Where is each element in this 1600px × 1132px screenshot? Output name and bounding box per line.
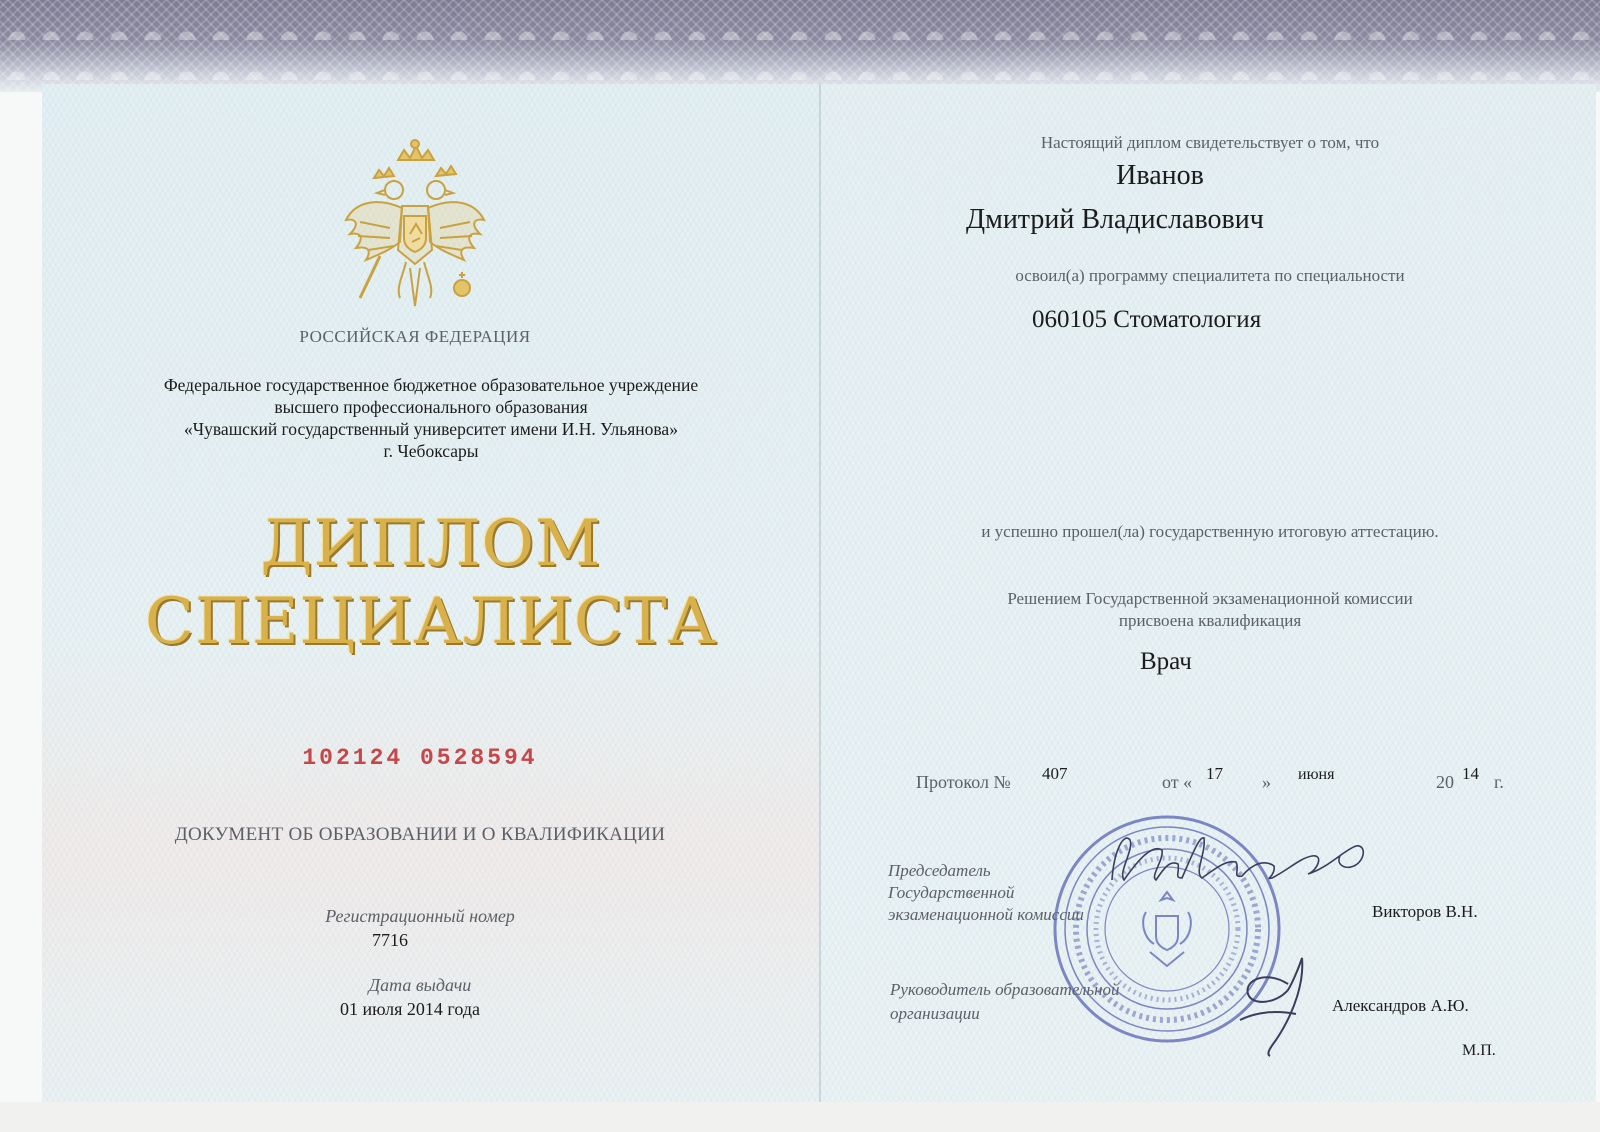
chairman-label-block	[888, 860, 1084, 926]
issue-date: 01 июля 2014 года	[340, 999, 480, 1019]
graduate-surname: Иванов	[1116, 160, 1204, 191]
head-label-line-1: Руководитель образовательной	[890, 980, 1120, 999]
protocol-from-label: от «	[1162, 772, 1193, 792]
seal-place-label: М.П.	[1462, 1042, 1496, 1059]
decision-line-1: Решением Государственной экзаменационной комиссии	[1007, 589, 1413, 608]
protocol-month: июня	[1298, 766, 1335, 783]
guilloche-band	[0, 0, 1600, 92]
institution-line-1: Федеральное государственное бюджетное образовательное учреждение	[163, 375, 699, 395]
graduate-given-names: Дмитрий Владиславович	[966, 204, 1264, 235]
protocol-label: Протокол №	[916, 772, 1011, 792]
intro-text: Настоящий диплом свидетельствует о том, что	[1040, 133, 1380, 152]
decision-block	[930, 588, 1490, 632]
attestation-text: и успешно прошел(ла) государственную итоговую аттестацию.	[981, 522, 1439, 541]
document-type: ДОКУМЕНТ ОБ ОБРАЗОВАНИИ И О КВАЛИФИКАЦИИ	[174, 824, 666, 845]
institution-block	[42, 374, 820, 462]
head-label-block	[890, 978, 1120, 1026]
protocol-year-suffix: 14	[1462, 764, 1479, 783]
decision-line-2: присвоена квалификация	[1118, 611, 1302, 630]
institution-city: г. Чебоксары	[383, 441, 479, 461]
protocol-close-quote: »	[1262, 772, 1271, 792]
title-line-1: ДИПЛОМ	[260, 507, 602, 581]
coat-of-arms-icon	[340, 138, 490, 316]
head-signature-icon	[1236, 950, 1320, 1060]
head-name: Александров А.Ю.	[1332, 996, 1469, 1015]
protocol-day: 17	[1206, 764, 1223, 783]
title-line-2: СПЕЦИАЛИСТА	[145, 585, 717, 659]
protocol-number: 407	[1042, 764, 1068, 783]
qualification: Врач	[1140, 648, 1192, 675]
institution-line-2: высшего профессионального образования	[274, 397, 588, 417]
serial-number: 102124 0528594	[302, 745, 538, 771]
protocol-year-abbr: г.	[1494, 772, 1504, 792]
chairman-label-line-2: Государственной	[888, 883, 1015, 902]
program-text: освоил(а) программу специалитета по специальности	[1015, 266, 1405, 285]
institution-line-3: «Чувашский государственный университет имени И.Н. Ульянова»	[184, 419, 678, 439]
chairman-name: Викторов В.Н.	[1372, 902, 1478, 921]
chairman-label-line-1: Председатель	[888, 861, 991, 880]
chairman-label-line-3: экзаменационной комиссии	[888, 905, 1084, 924]
head-label-line-2: организации	[890, 1004, 980, 1023]
registration-label: Регистрационный номер	[325, 906, 515, 926]
scan-margin	[0, 1102, 1600, 1132]
chairman-signature-icon	[1104, 820, 1384, 910]
country-name: РОССИЙСКАЯ ФЕДЕРАЦИЯ	[299, 327, 531, 346]
specialty: 060105 Стоматология	[1032, 306, 1262, 333]
protocol-year-prefix: 20	[1436, 772, 1454, 792]
registration-number: 7716	[372, 930, 408, 950]
issue-date-label: Дата выдачи	[368, 975, 472, 995]
